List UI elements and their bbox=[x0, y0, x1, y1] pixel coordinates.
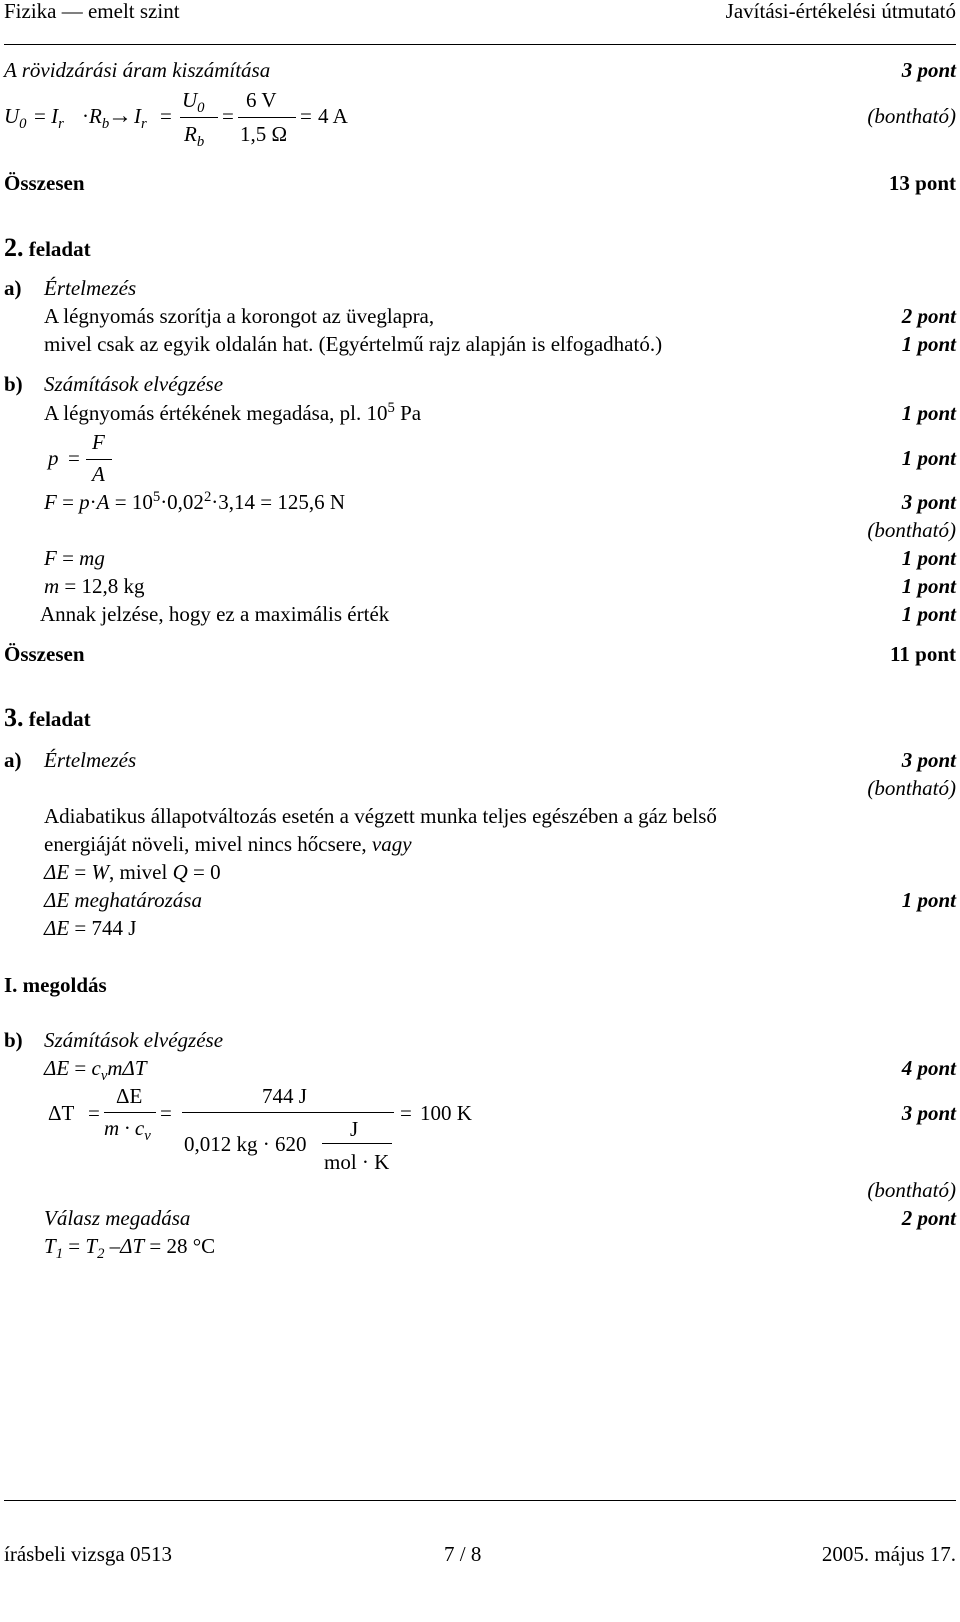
task3-a-label: a) bbox=[4, 748, 22, 772]
mass-points: 1 pont bbox=[901, 574, 956, 598]
short-circuit-title: A rövidzárási áram kiszámítása bbox=[4, 58, 271, 82]
total-points-2: 11 pont bbox=[890, 642, 956, 666]
task3-b-label: b) bbox=[4, 1028, 23, 1052]
solution-label: I. megoldás bbox=[4, 973, 107, 997]
footer-right: 2005. május 17. bbox=[821, 1542, 956, 1566]
delta-e-value: ΔE = 744 J bbox=[44, 916, 137, 940]
cv-line: $\Delta E = c_vm\Delta T$ bbox=[44, 1056, 147, 1085]
pressure-points: 1 pont bbox=[901, 446, 956, 470]
force-points: 3 pont bbox=[901, 490, 956, 514]
header-rule bbox=[4, 44, 956, 45]
task2-a-line1-points: 2 pont bbox=[901, 304, 956, 328]
total-label-1: Összesen bbox=[4, 171, 85, 195]
task3-a-line1: Adiabatikus állapotváltozás esetén a végzett munka teljes egészében a gáz belső bbox=[44, 804, 717, 828]
delta-t-divisible: (bontható) bbox=[867, 1178, 956, 1202]
footer-left: írásbeli vizsga 0513 bbox=[4, 1542, 172, 1566]
task3-a-title: Értelmezés bbox=[44, 748, 137, 772]
task2-heading: 2. feladat bbox=[4, 233, 91, 262]
delta-t-points: 3 pont bbox=[901, 1101, 956, 1125]
task2-b-title: Számítások elvégzése bbox=[44, 372, 224, 396]
task3-a-divisible: (bontható) bbox=[867, 776, 956, 800]
task2-a-label: a) bbox=[4, 276, 22, 300]
fmg-line: F = mg bbox=[44, 546, 105, 570]
total-points-1: 13 pont bbox=[888, 171, 956, 195]
task2-a-line2-points: 1 pont bbox=[901, 332, 956, 356]
task2-b-label: b) bbox=[4, 372, 23, 396]
total-label-2: Összesen bbox=[4, 642, 85, 666]
cv-points: 4 pont bbox=[901, 1056, 956, 1080]
force-calc: $F = p\cdot A = 10^5\cdot 0,02^2\cdot 3,14 = 125,6$ N bbox=[44, 489, 346, 514]
task3-heading: 3. feladat bbox=[4, 703, 91, 732]
answer-title: Válasz megadása bbox=[44, 1206, 191, 1230]
answer-line: $T_1 = T_2$ –ΔT = 28 °C bbox=[44, 1234, 216, 1263]
header-left: Fizika — emelt szint bbox=[4, 0, 180, 23]
short-circuit-divisible: (bontható) bbox=[867, 104, 956, 128]
answer-points: 2 pont bbox=[901, 1206, 956, 1230]
task3-a-points: 3 pont bbox=[901, 748, 956, 772]
max-line: Annak jelzése, hogy ez a maximális érték bbox=[40, 602, 390, 626]
force-divisible: (bontható) bbox=[867, 518, 956, 542]
task3-a-line3: ΔE = W, mivel Q = 0 bbox=[44, 860, 221, 884]
task3-b-title: Számítások elvégzése bbox=[44, 1028, 224, 1052]
task2-b-line1-points: 1 pont bbox=[901, 401, 956, 425]
task2-a-line1: A légnyomás szorítja a korongot az üveglapra, bbox=[44, 304, 435, 328]
task2-b-line1: A légnyomás értékének megadása, pl. $10^5$ Pa bbox=[44, 400, 422, 425]
task2-a-line2: mivel csak az egyik oldalán hat. (Egyértelmű rajz alapján is elfogadható.) bbox=[44, 332, 663, 356]
header-right: Javítási-értékelési útmutató bbox=[725, 0, 956, 23]
task2-a-title: Értelmezés bbox=[44, 276, 137, 300]
task3-a-line2: energiáját növeli, mivel nincs hőcsere, vagy bbox=[44, 832, 412, 856]
footer-center: 7 / 8 bbox=[444, 1542, 482, 1566]
mass-line: m = 12,8 kg bbox=[44, 574, 145, 598]
short-circuit-points: 3 pont bbox=[901, 58, 956, 82]
footer-rule bbox=[4, 1500, 956, 1501]
delta-e-title: ΔE meghatározása bbox=[44, 888, 202, 912]
delta-e-points: 1 pont bbox=[901, 888, 956, 912]
max-points: 1 pont bbox=[901, 602, 956, 626]
fmg-points: 1 pont bbox=[901, 546, 956, 570]
